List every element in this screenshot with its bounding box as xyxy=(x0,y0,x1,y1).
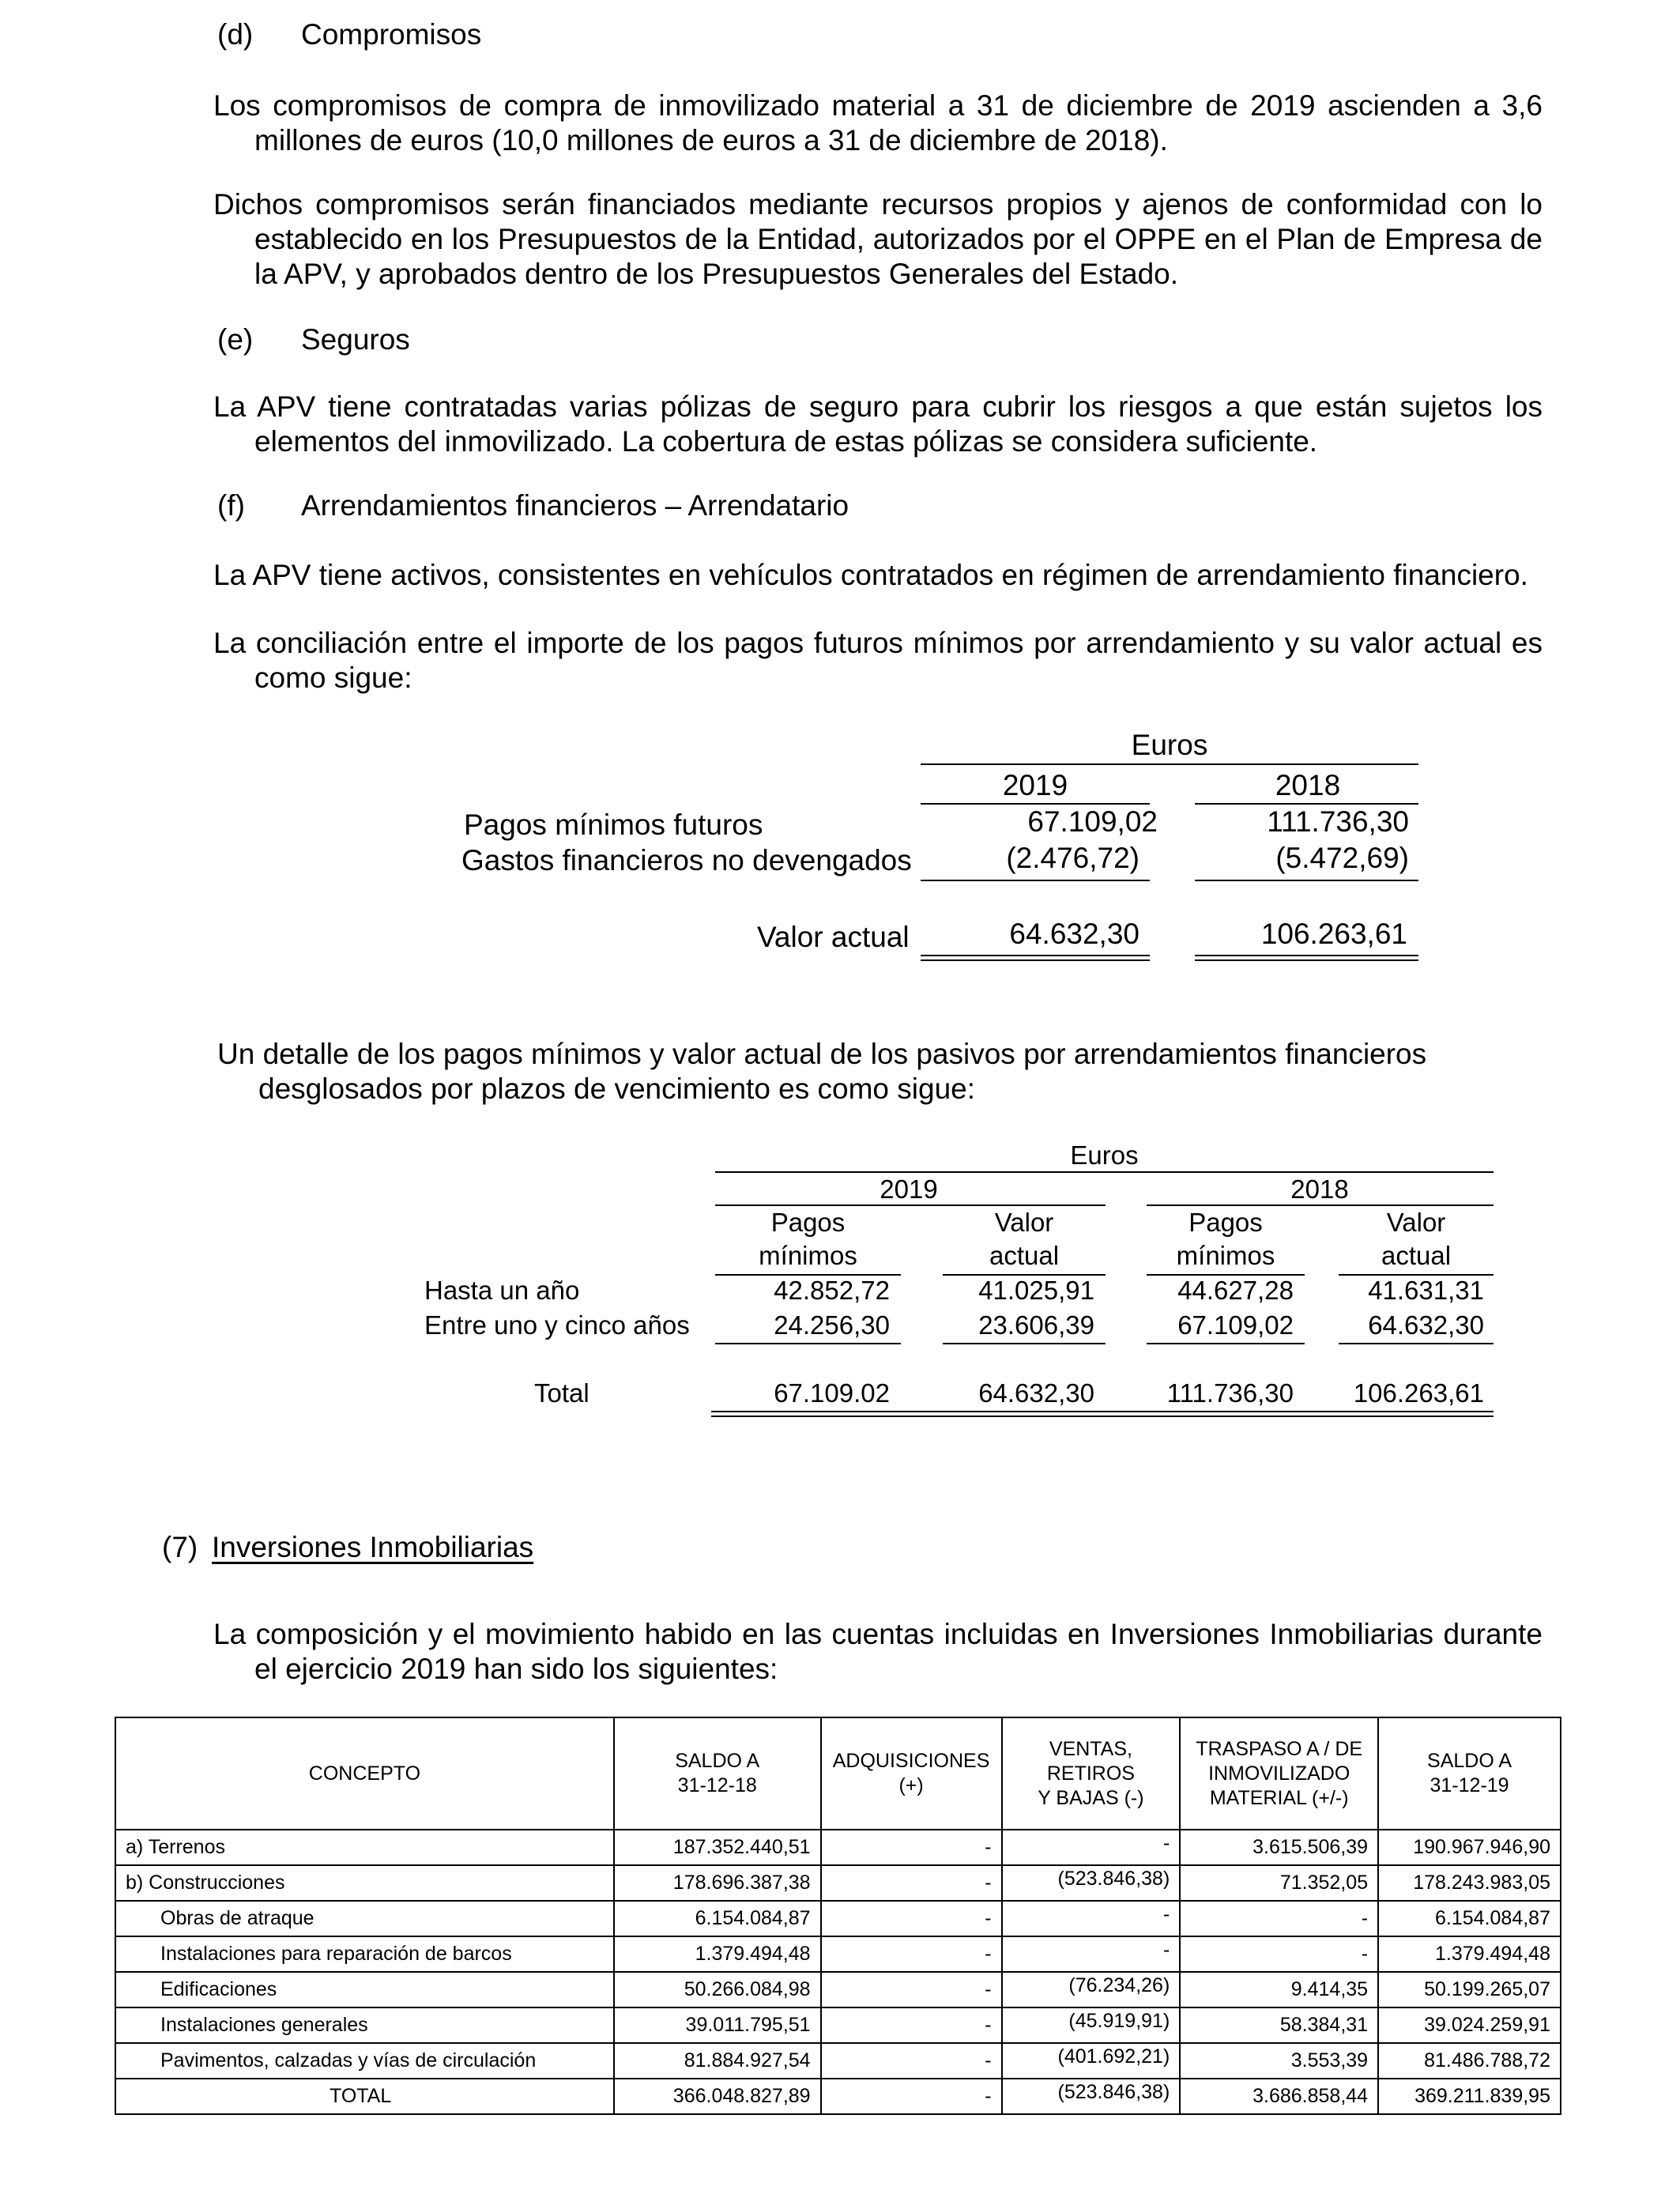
table-row xyxy=(115,2007,1561,2043)
table3-concept: b) Construcciones xyxy=(115,1865,614,1901)
table3-ventas: (401.692,21) xyxy=(1002,2043,1181,2079)
table2-cell: 41.631,31 xyxy=(1368,1276,1484,1305)
table2-cell: 67.109,02 xyxy=(1177,1310,1294,1340)
table-investment-properties xyxy=(115,1717,1561,2115)
table3-saldo-18: 50.266.084,98 xyxy=(614,1972,821,2007)
table1-header: Euros xyxy=(1131,729,1208,761)
table1-total-rule-2018 xyxy=(1195,955,1418,961)
paragraph-3-line-2: elementos del inmovilizado. La cobertura de estas pólizas se considera suficiente. xyxy=(254,425,1318,458)
table3-saldo-18: 1.379.494,48 xyxy=(614,1936,821,1972)
table3-ventas: - xyxy=(1002,1901,1181,1936)
table3-ventas: (523.846,38) xyxy=(1002,1865,1181,1901)
section-d-title: Compromisos xyxy=(301,18,482,51)
section-f-letter: (f) xyxy=(217,489,245,522)
table3-header-traspaso: TRASPASO A / DE INMOVILIZADO MATERIAL (+/-) xyxy=(1180,1717,1378,1830)
paragraph-3-line-1: La APV tiene contratadas varias pólizas de seguro para cubrir los riesgos a que están sujetos los xyxy=(213,390,1543,423)
table2-year-2019: 2019 xyxy=(880,1174,938,1204)
table2-total-label: Total xyxy=(534,1378,590,1408)
table-row xyxy=(115,2043,1561,2079)
table3-traspaso: 3.615.506,39 xyxy=(1180,1830,1378,1865)
table1-total-value-2019: 64.632,30 xyxy=(1009,918,1139,950)
table2-row-label: Entre uno y cinco años xyxy=(424,1310,690,1340)
table3-saldo-19: 50.199.265,07 xyxy=(1378,1972,1561,2007)
table2-col-header: actual xyxy=(989,1241,1060,1270)
table2-subtotal-rule xyxy=(1147,1343,1305,1344)
table-row xyxy=(115,1865,1561,1901)
table3-adquisiciones: - xyxy=(821,1936,1002,1972)
table2-col-header: Pagos xyxy=(1188,1208,1263,1237)
table1-row-value-2019: (2.476,72) xyxy=(1006,842,1139,874)
table3-saldo-18: 81.884.927,54 xyxy=(614,2043,821,2079)
table2-col-header: actual xyxy=(1381,1241,1452,1270)
table3-concept: Pavimentos, calzadas y vías de circulación xyxy=(115,2043,614,2079)
table3-saldo-18: 6.154.084,87 xyxy=(614,1901,821,1936)
paragraph-5-line-1: La conciliación entre el importe de los pagos futuros mínimos por arrendamiento y su valor actual es xyxy=(213,627,1543,659)
table-row xyxy=(115,1830,1561,1865)
table3-concept: Instalaciones para reparación de barcos xyxy=(115,1936,614,1972)
section-7-title: Inversiones Inmobiliarias xyxy=(212,1531,534,1563)
paragraph-4-line-1: La APV tiene activos, consistentes en vehículos contratados en régimen de arrendamiento financiero. xyxy=(213,559,1528,591)
table-row xyxy=(115,1936,1561,1972)
table2-total-cell: 64.632,30 xyxy=(978,1378,1094,1408)
table3-traspaso: 71.352,05 xyxy=(1180,1865,1378,1901)
table2-cell: 41.025,91 xyxy=(978,1276,1094,1305)
section-e-letter: (e) xyxy=(217,323,254,356)
table1-row-label: Pagos mínimos futuros xyxy=(464,809,763,841)
table3-traspaso: 3.686.858,44 xyxy=(1180,2079,1378,2114)
table3-concept: a) Terrenos xyxy=(115,1830,614,1865)
table2-cell: 44.627,28 xyxy=(1177,1276,1294,1305)
table3-ventas: (76.234,26) xyxy=(1002,1972,1181,2007)
table2-cell: 42.852,72 xyxy=(774,1276,890,1305)
table2-total-cell: 106.263,61 xyxy=(1353,1378,1484,1408)
table3-traspaso: - xyxy=(1180,1901,1378,1936)
table-row-total xyxy=(115,2079,1561,2114)
table1-row-value-2019: 67.109,02 xyxy=(1027,805,1158,838)
table3-concept: Edificaciones xyxy=(115,1972,614,2007)
paragraph-6-line-2: desglosados por plazos de vencimiento es como sigue: xyxy=(258,1072,976,1105)
table3-header-saldo-19: SALDO A 31-12-19 xyxy=(1378,1717,1561,1830)
table3-saldo-18: 178.696.387,38 xyxy=(614,1865,821,1901)
table2-subtotal-rule xyxy=(715,1343,901,1344)
table1-row-label: Gastos financieros no devengados xyxy=(461,844,912,876)
table3-adquisiciones: - xyxy=(821,2079,1002,2114)
table3-header-concepto: CONCEPTO xyxy=(115,1717,614,1830)
table3-traspaso: - xyxy=(1180,1936,1378,1972)
table3-saldo-19: 6.154.084,87 xyxy=(1378,1901,1561,1936)
table2-subtotal-rule xyxy=(1339,1343,1494,1344)
section-f-title: Arrendamientos financieros – Arrendatario xyxy=(301,489,849,522)
table1-total-value-2018: 106.263,61 xyxy=(1260,918,1407,950)
table2-total-cell: 111.736,30 xyxy=(1166,1378,1294,1408)
table3-saldo-18: 187.352.440,51 xyxy=(614,1830,821,1865)
table1-subtotal-rule-2019 xyxy=(921,880,1150,881)
table3-ventas: (45.919,91) xyxy=(1002,2007,1181,2043)
table2-col-header: Valor xyxy=(994,1208,1054,1237)
table3-concept: Obras de atraque xyxy=(115,1901,614,1936)
table2-col-header: Pagos xyxy=(770,1208,846,1237)
paragraph-7-line-1: La composición y el movimiento habido en las cuentas incluidas en Inversiones Inmobiliarias durante xyxy=(213,1618,1543,1650)
table3-ventas: - xyxy=(1002,1830,1181,1865)
table2-cell: 64.632,30 xyxy=(1368,1310,1484,1340)
table3-adquisiciones: - xyxy=(821,1830,1002,1865)
table3-header-ventas: VENTAS, RETIROS Y BAJAS (-) xyxy=(1002,1717,1181,1830)
paragraph-5-line-2: como sigue: xyxy=(254,662,412,694)
table2-cell: 23.606,39 xyxy=(978,1310,1094,1340)
table2-total-rule xyxy=(711,1411,1494,1417)
paragraph-2-line-1: Dichos compromisos serán financiados mediante recursos propios y ajenos de conformidad con lo xyxy=(213,188,1543,221)
table3-saldo-18: 39.011.795,51 xyxy=(614,2007,821,2043)
table-row xyxy=(115,1901,1561,1936)
table-row xyxy=(115,1972,1561,2007)
table3-adquisiciones: - xyxy=(821,2043,1002,2079)
table3-saldo-19: 178.243.983,05 xyxy=(1378,1865,1561,1901)
table3-adquisiciones: - xyxy=(821,1865,1002,1901)
table2-header: Euros xyxy=(1070,1140,1139,1170)
table3-ventas: - xyxy=(1002,1936,1181,1972)
table2-col-header: mínimos xyxy=(1176,1241,1275,1270)
paragraph-1-line-2: millones de euros (10,0 millones de euros a 31 de diciembre de 2018). xyxy=(254,124,1168,156)
table2-subtotal-rule xyxy=(943,1343,1106,1344)
table2-total-cell: 67.109.02 xyxy=(774,1378,890,1408)
paragraph-6-line-1: Un detalle de los pagos mínimos y valor actual de los pasivos por arrendamientos financieros xyxy=(217,1038,1427,1070)
table3-saldo-19: 1.379.494,48 xyxy=(1378,1936,1561,1972)
table2-row-label: Hasta un año xyxy=(424,1276,580,1305)
table3-traspaso: 9.414,35 xyxy=(1180,1972,1378,2007)
section-7-number: (7) xyxy=(162,1531,198,1563)
table3-ventas: (523.846,38) xyxy=(1002,2079,1181,2114)
paragraph-2-line-2: establecido en los Presupuestos de la Entidad, autorizados por el OPPE en el Plan de Empresa de xyxy=(254,223,1543,255)
table3-header-row xyxy=(115,1717,1561,1830)
table3-header-adquisiciones: ADQUISICIONES (+) xyxy=(821,1717,1002,1830)
table3-total-label: TOTAL xyxy=(115,2079,614,2114)
table3-saldo-18: 366.048.827,89 xyxy=(614,2079,821,2114)
table3-saldo-19: 369.211.839,95 xyxy=(1378,2079,1561,2114)
table1-total-rule-2019 xyxy=(921,955,1150,961)
table2-cell: 24.256,30 xyxy=(774,1310,890,1340)
paragraph-7-line-2: el ejercicio 2019 han sido los siguientes: xyxy=(254,1653,778,1685)
table1-total-label: Valor actual xyxy=(757,921,910,953)
table1-row-value-2018: (5.472,69) xyxy=(1275,842,1409,874)
table3-saldo-19: 81.486.788,72 xyxy=(1378,2043,1561,2079)
table1-header-rule xyxy=(921,763,1418,765)
section-e-title: Seguros xyxy=(301,323,410,356)
table3-saldo-19: 190.967.946,90 xyxy=(1378,1830,1561,1865)
section-d-letter: (d) xyxy=(217,18,254,51)
table3-traspaso: 58.384,31 xyxy=(1180,2007,1378,2043)
table2-col-header: mínimos xyxy=(759,1241,857,1270)
table3-adquisiciones: - xyxy=(821,1972,1002,2007)
table3-concept: Instalaciones generales xyxy=(115,2007,614,2043)
table3-header-saldo-18: SALDO A 31-12-18 xyxy=(614,1717,821,1830)
table2-year-2018: 2018 xyxy=(1290,1174,1349,1204)
paragraph-1-line-1: Los compromisos de compra de inmovilizado material a 31 de diciembre de 2019 ascienden a 3,6 xyxy=(213,89,1543,122)
table3-adquisiciones: - xyxy=(821,2007,1002,2043)
table1-year-2019: 2019 xyxy=(1002,769,1068,801)
table2-col-header: Valor xyxy=(1386,1208,1446,1237)
table3-traspaso: 3.553,39 xyxy=(1180,2043,1378,2079)
table1-subtotal-rule-2018 xyxy=(1195,880,1418,881)
paragraph-2-line-3: la APV, y aprobados dentro de los Presupuestos Generales del Estado. xyxy=(254,258,1179,290)
table1-row-value-2018: 111.736,30 xyxy=(1267,805,1409,838)
table3-adquisiciones: - xyxy=(821,1901,1002,1936)
table1-year-2018: 2018 xyxy=(1275,769,1341,801)
table3-saldo-19: 39.024.259,91 xyxy=(1378,2007,1561,2043)
